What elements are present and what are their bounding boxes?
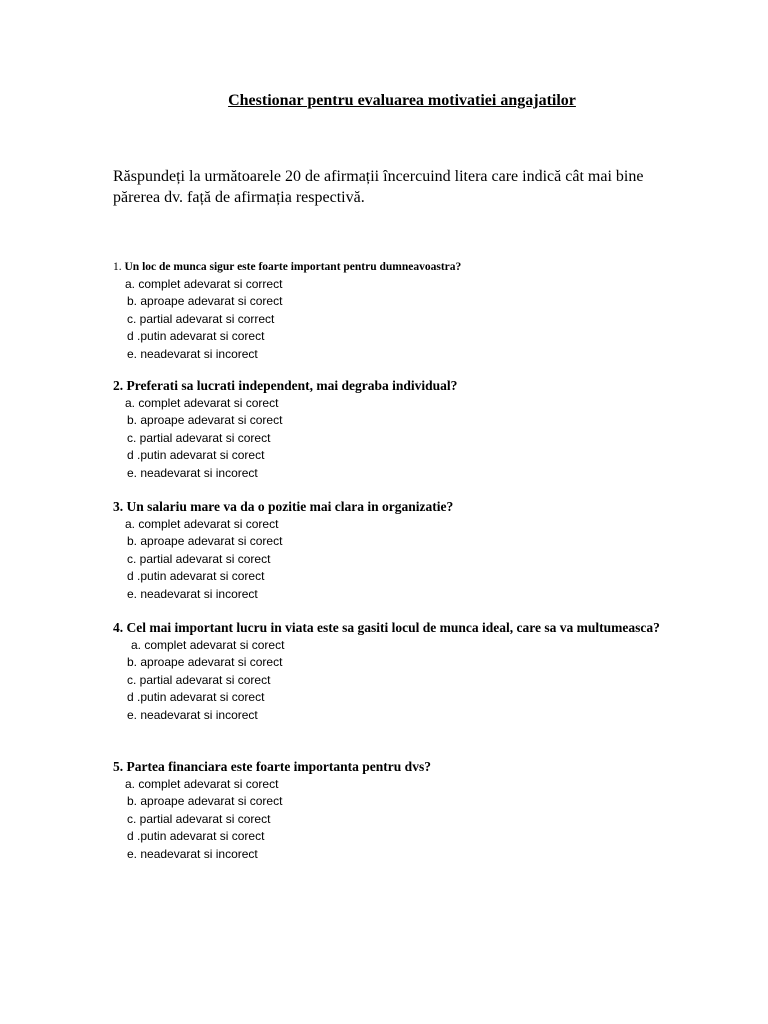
answer-option-a[interactable]: a. complet adevarat si corect: [125, 517, 279, 531]
answer-option-a[interactable]: a. complet adevarat si corect: [125, 777, 279, 791]
answer-option-d[interactable]: d .putin adevarat si corect: [127, 329, 265, 344]
question-number: 3.: [113, 499, 124, 514]
answer-option-a[interactable]: a. complet adevarat si correct: [125, 277, 283, 291]
answer-option-e[interactable]: e. neadevarat si incorect: [127, 586, 258, 601]
answer-options: [113, 395, 673, 482]
answer-options: [113, 276, 673, 363]
answer-options: [113, 516, 673, 603]
answer-option-d[interactable]: d .putin adevarat si corect: [127, 569, 265, 584]
answer-option-a[interactable]: a. complet adevarat si corect: [131, 638, 285, 652]
answer-option-b[interactable]: b. aproape adevarat si corect: [127, 794, 283, 809]
question-2: [113, 377, 673, 482]
question-text: Preferati sa lucrati independent, mai degraba individual?: [126, 378, 458, 393]
answer-option-e[interactable]: e. neadevarat si incorect: [127, 346, 258, 361]
question-number: 1.: [113, 261, 122, 273]
question-1: [113, 258, 673, 363]
answer-option-d[interactable]: d .putin adevarat si corect: [127, 829, 265, 844]
question-5: [113, 758, 673, 863]
answer-option-b[interactable]: b. aproape adevarat si corect: [127, 534, 283, 549]
answer-option-c[interactable]: c. partial adevarat si corect: [127, 430, 271, 445]
question-text: Cel mai important lucru in viata este sa gasiti locul de munca ideal, care sa va multumeasca?: [126, 620, 660, 635]
question-text: Un loc de munca sigur este foarte important pentru dumneavoastra?: [124, 261, 462, 273]
document-title: Chestionar pentru evaluarea motivatiei angajatilor: [228, 92, 576, 109]
answer-option-b[interactable]: b. aproape adevarat si corect: [127, 655, 283, 670]
answer-option-a[interactable]: a. complet adevarat si corect: [125, 396, 279, 410]
answer-option-c[interactable]: c. partial adevarat si corect: [127, 551, 271, 566]
answer-option-b[interactable]: b. aproape adevarat si corect: [127, 294, 283, 309]
answer-option-d[interactable]: d .putin adevarat si corect: [127, 448, 265, 463]
answer-option-c[interactable]: c. partial adevarat si corect: [127, 672, 271, 687]
question-4: [113, 619, 673, 724]
question-3: [113, 498, 673, 603]
answer-option-e[interactable]: e. neadevarat si incorect: [127, 707, 258, 722]
question-number: 5.: [113, 759, 124, 774]
question-number: 2.: [113, 378, 124, 393]
answer-options: [113, 776, 673, 863]
answer-option-c[interactable]: c. partial adevarat si corect: [127, 811, 271, 826]
instructions-text: Răspundeți la următoarele 20 de afirmații încercuind litera care indică cât mai bine părerea dv. față de afirmația respectivă.: [113, 168, 644, 206]
answer-option-b[interactable]: b. aproape adevarat si corect: [127, 413, 283, 428]
question-text: Un salariu mare va da o pozitie mai clara in organizatie?: [126, 499, 454, 514]
answer-option-d[interactable]: d .putin adevarat si corect: [127, 690, 265, 705]
answer-option-e[interactable]: e. neadevarat si incorect: [127, 465, 258, 480]
answer-option-c[interactable]: c. partial adevarat si correct: [127, 311, 275, 326]
answer-options: [113, 637, 673, 724]
question-number: 4.: [113, 620, 124, 635]
question-text: Partea financiara este foarte importanta pentru dvs?: [126, 759, 431, 774]
answer-option-e[interactable]: e. neadevarat si incorect: [127, 846, 258, 861]
